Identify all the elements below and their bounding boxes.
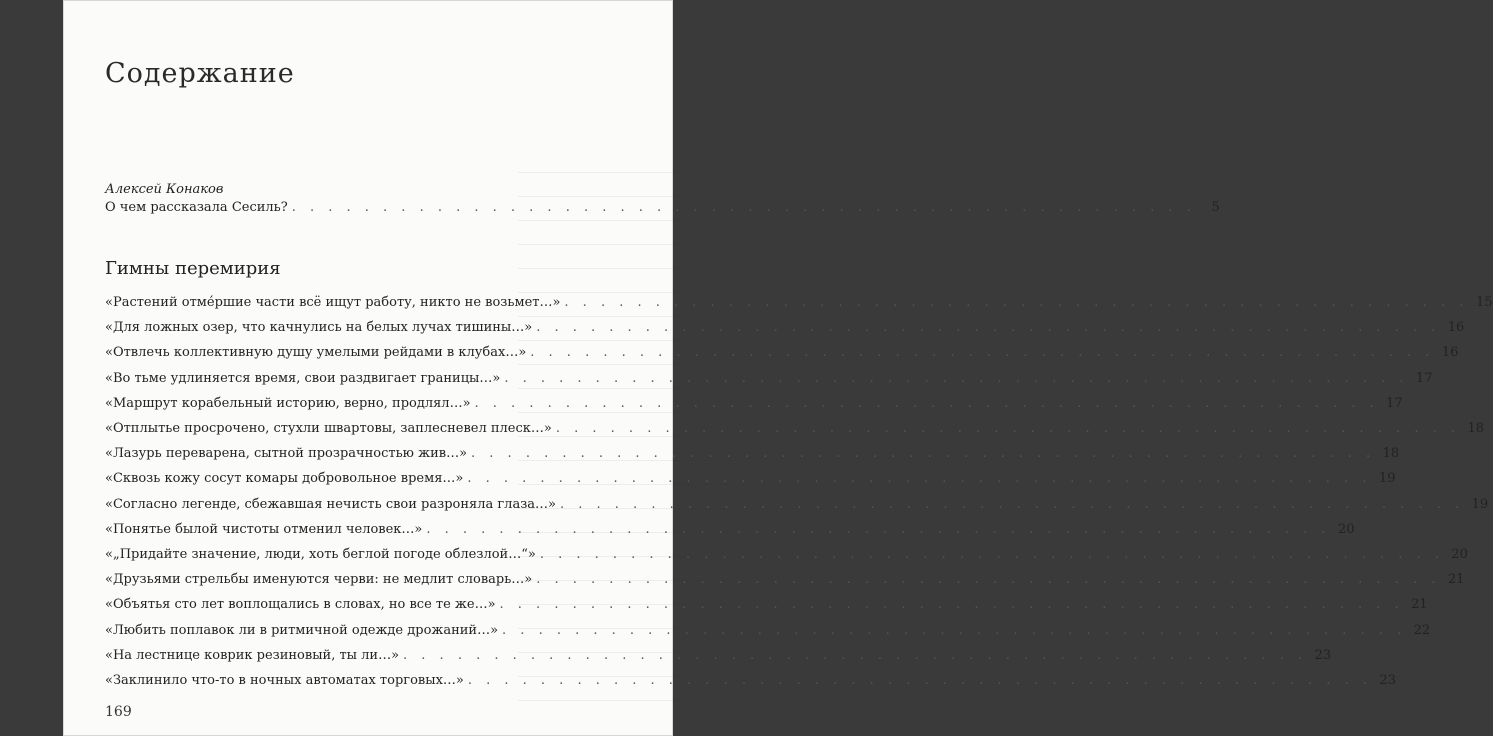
- toc-entry-page: 23: [1379, 673, 1396, 688]
- page-number: 169: [105, 704, 132, 720]
- toc-entry-page: 20: [1337, 521, 1355, 537]
- toc-entry[interactable]: [105, 295, 1493, 315]
- leader-dots: . . . . . . . . . . . . . . . . . . . . . . . . . . . . . . . . . . . . . . . . . . . . . . . . . .: [536, 572, 1441, 588]
- toc-entry[interactable]: [105, 496, 1489, 517]
- leader-dots: . . . . . . . . . . . . . . . . . . . . . . . . . . . . . . . . . . . . . . . . . . . . . . . . . .: [530, 345, 1435, 361]
- toc-entry-title: «Понятье былой чистоты отменил человек…»: [105, 521, 423, 537]
- toc-entry-title: «Лазурь переварена, сытной прозрачностью жив…»: [105, 446, 468, 462]
- toc-entry[interactable]: [105, 320, 1465, 340]
- author-name: Алексей Конаков: [105, 182, 224, 197]
- leader-dots: . . . . . . . . . . . . . . . . . . . . . . . . . . . . . . . . . . . . . . . . . . . . . . . . . .: [474, 395, 1379, 411]
- leader-dots: . . . . . . . . . . . . . . . . . . . . . . . . . . . . . . . . . . . . . . . . . . . . . . . . . .: [467, 673, 1372, 688]
- toc-entry[interactable]: [105, 647, 1332, 668]
- toc-entry-title: «Заклинило что-то в ночных автоматах торговых…»: [105, 673, 464, 688]
- toc-entry[interactable]: [105, 446, 1400, 466]
- toc-entry-page: 5: [1211, 200, 1220, 215]
- leader-dots: . . . . . . . . . . . . . . . . . . . . . . . . . . . . . . . . . . . . . . . . . . . . . . . . . .: [555, 421, 1460, 436]
- toc-entry[interactable]: [105, 370, 1433, 391]
- toc-entry-page: 19: [1471, 496, 1489, 512]
- toc-entry-page: 21: [1411, 597, 1428, 613]
- toc-entry-page: 18: [1467, 421, 1484, 436]
- leader-dots: . . . . . . . . . . . . . . . . . . . . . . . . . . . . . . . . . . . . . . . . . . . . . . . . . .: [504, 370, 1409, 386]
- toc-entry-page: 16: [1441, 345, 1459, 361]
- toc-entry[interactable]: [105, 547, 1468, 567]
- leader-dots: . . . . . . . . . . . . . . . . . . . . . . . . . . . . . . . . . . . . . . . . . . . . . . . . . .: [502, 622, 1407, 638]
- toc-entry[interactable]: [105, 471, 1396, 491]
- toc-entry-title: «Во тьме удлиняется время, свои раздвигает границы…»: [105, 370, 501, 386]
- toc-entry[interactable]: [105, 345, 1459, 365]
- toc-entry[interactable]: [105, 597, 1428, 617]
- toc-entry-title: «Растений отме́ршие части всё ищут работу, никто не возьмет…»: [105, 295, 561, 310]
- toc-entry[interactable]: [105, 673, 1396, 693]
- toc-entry[interactable]: [105, 622, 1431, 643]
- toc-entry-page: 19: [1378, 471, 1396, 487]
- toc-entry[interactable]: [105, 421, 1484, 441]
- toc-entry-title: О чем рассказала Сесиль?: [105, 200, 288, 215]
- toc-entry-title: «Отвлечь коллективную душу умелыми рейдами в клубах…»: [105, 345, 527, 361]
- toc-entry-title: «На лестнице коврик резиновый, ты ли…»: [105, 647, 400, 663]
- leader-dots: . . . . . . . . . . . . . . . . . . . . . . . . . . . . . . . . . . . . . . . . . . . . . . . . . .: [539, 547, 1444, 562]
- toc-entry-page: 23: [1314, 647, 1332, 663]
- toc-entry[interactable]: [105, 395, 1403, 416]
- leader-dots: . . . . . . . . . . . . . . . . . . . . . . . . . . . . . . . . . . . . . . . . . . . . . . . . . .: [403, 647, 1308, 663]
- page-title: Содержание: [105, 58, 295, 89]
- toc-entry-title: «Объятья сто лет воплощались в словах, но все те же…»: [105, 597, 496, 613]
- toc-entry-title: «Сквозь кожу сосут комары добровольное время…»: [105, 471, 464, 487]
- section-heading: Гимны перемирия: [105, 258, 281, 279]
- toc-entry[interactable]: [105, 572, 1465, 592]
- toc-entry-page: 16: [1447, 320, 1465, 336]
- toc-entry-title: «Друзьями стрельбы именуются черви: не медлит словарь…»: [105, 572, 533, 588]
- toc-entry[interactable]: [105, 521, 1355, 542]
- toc-entry-page: 15: [1475, 295, 1493, 310]
- leader-dots: . . . . . . . . . . . . . . . . . . . . . . . . . . . . . . . . . . . . . . . . . . . . . . . . . .: [560, 496, 1465, 512]
- toc-entry-page: 20: [1451, 547, 1468, 562]
- leader-dots: . . . . . . . . . . . . . . . . . . . . . . . . . . . . . . . . . . . . . . . . . . . . . . . . . .: [467, 471, 1372, 487]
- toc-entry-page: 22: [1413, 622, 1431, 638]
- toc-entry-title: «Отплытье просрочено, стухли швартовы, заплесневел плеск…»: [105, 421, 552, 436]
- toc-entry-title: «Маршрут корабельный историю, верно, продлял…»: [105, 395, 471, 411]
- leader-dots: . . . . . . . . . . . . . . . . . . . . . . . . . . . . . . . . . . . . . . . . . . . . . . . . . .: [564, 295, 1469, 310]
- toc-entry-title: «„Придайте значение, люди, хоть беглой погоде облезлой…“»: [105, 547, 536, 562]
- toc-entry-page: 17: [1386, 395, 1403, 411]
- toc-entry-page: 17: [1415, 370, 1433, 386]
- leader-dots: . . . . . . . . . . . . . . . . . . . . . . . . . . . . . . . . . . . . . . . . . . . . . . . . . .: [426, 521, 1331, 537]
- book-page: [63, 0, 1493, 736]
- toc-entry-title: «Любить поплавок ли в ритмичной одежде дрожаний…»: [105, 622, 499, 638]
- toc-entry[interactable]: [105, 200, 1220, 220]
- leader-dots: . . . . . . . . . . . . . . . . . . . . . . . . . . . . . . . . . . . . . . . . . . . . . . . . . .: [499, 597, 1404, 613]
- toc-entry-page: 18: [1382, 446, 1400, 462]
- toc-entry-title: «Согласно легенде, сбежавшая нечисть свои разроняла глаза…»: [105, 496, 556, 512]
- leader-dots: . . . . . . . . . . . . . . . . . . . . . . . . . . . . . . . . . . . . . . . . . . . . . . . . . .: [291, 200, 1196, 215]
- leader-dots: . . . . . . . . . . . . . . . . . . . . . . . . . . . . . . . . . . . . . . . . . . . . . . . . . .: [471, 446, 1376, 462]
- toc-entry-title: «Для ложных озер, что качнулись на белых лучах тишины…»: [105, 320, 533, 336]
- toc-entry-page: 21: [1447, 572, 1465, 588]
- leader-dots: . . . . . . . . . . . . . . . . . . . . . . . . . . . . . . . . . . . . . . . . . . . . . . . . . .: [536, 320, 1441, 336]
